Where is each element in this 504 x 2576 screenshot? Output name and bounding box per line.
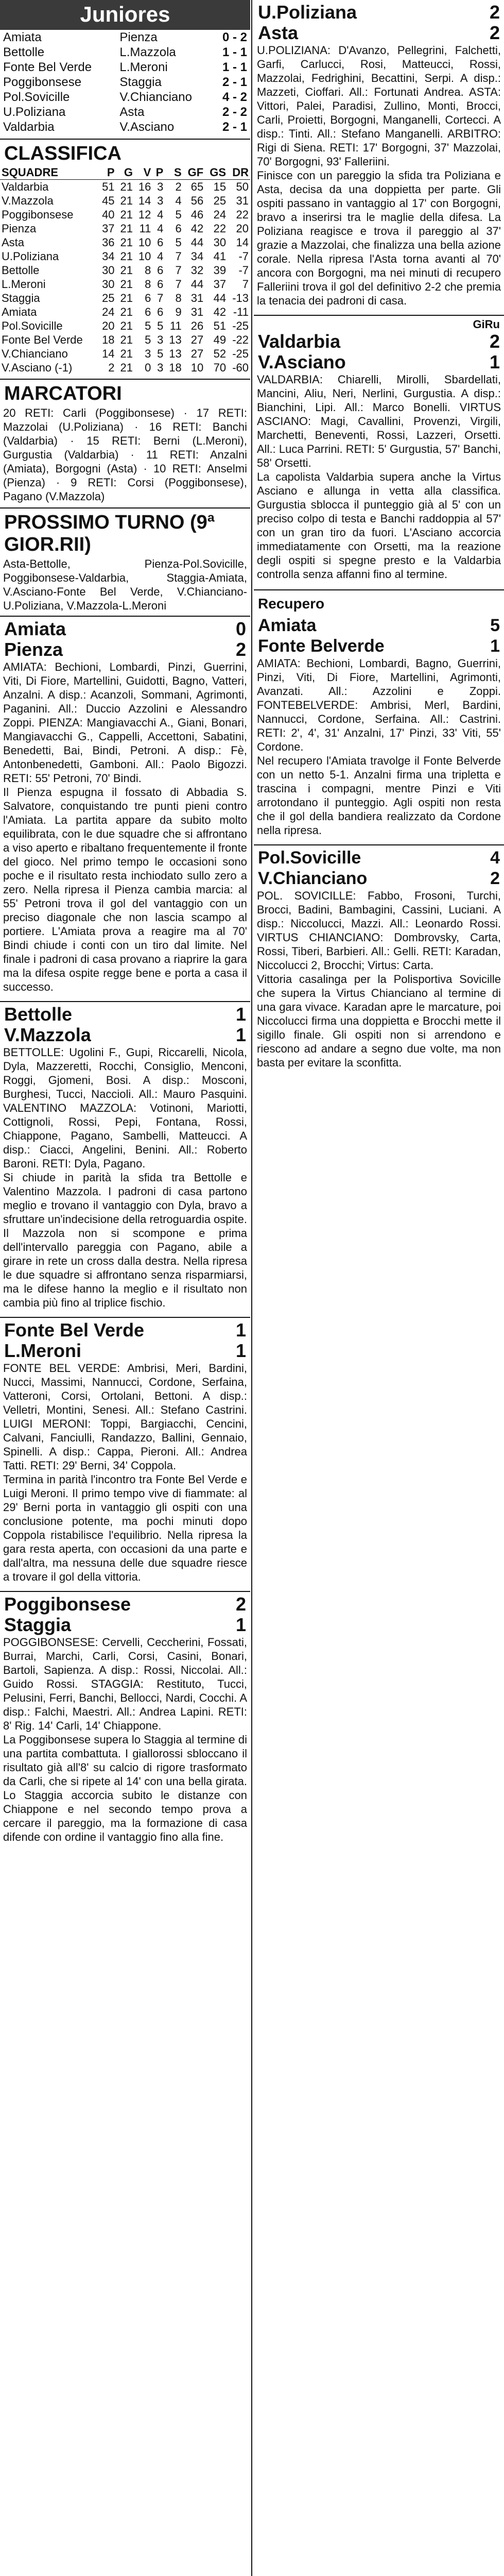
standings-cell: 21	[120, 236, 133, 249]
away-team: V.Chianciano	[258, 869, 368, 888]
result-row	[0, 45, 250, 60]
away-team: V.Mazzola	[4, 1024, 91, 1045]
standings-cell: 21	[120, 361, 133, 374]
result-away: L.Meroni	[119, 60, 168, 74]
match-header	[254, 636, 504, 656]
match-header	[0, 1025, 250, 1045]
standings-cell: 14	[236, 236, 249, 249]
standings-header: P	[98, 166, 116, 180]
standings-cell: 21	[120, 347, 133, 360]
result-home: Amiata	[3, 30, 42, 44]
result-away: V.Chianciano	[119, 90, 192, 104]
standings-cell: 32	[190, 264, 204, 277]
result-score: 1 - 1	[222, 60, 247, 74]
match-header	[254, 868, 504, 889]
standings-cell: 10	[138, 250, 151, 263]
standings-cell: 4	[157, 250, 164, 263]
match-report: Si chiude in parità la sfida tra Bettolle e Valentino Mazzola. I padroni di casa partono meglio e trovano il vantaggio con Dyla, bravo a sfruttare un'indecisione della retroguardia ospite. Il Mazzola non si scompone e prima dell'intervallo pareggia con Pagano, abile a girare in rete un cross dalla destra. Nella ripresa le due squadre si affrontano senza risparmiarsi, ma le difese hanno la meglio e il risultato non cambia più fino al triplice fischio.	[3, 1171, 247, 1309]
match-amiata-fontebelverde	[254, 613, 504, 841]
standings-cell: 18	[169, 361, 182, 374]
standings-cell: 16	[138, 180, 151, 193]
standings-cell: 37	[213, 278, 227, 291]
standings-cell: 51	[213, 319, 227, 332]
result-away: L.Mazzola	[119, 45, 176, 59]
recovery-title: Recupero	[254, 589, 504, 613]
standings-cell: 56	[190, 194, 204, 207]
match-amiata-pienza	[0, 616, 250, 998]
standings-cell: 10	[138, 236, 151, 249]
standings-cell: 8	[145, 264, 151, 277]
standings-cell: 30	[102, 264, 115, 277]
result-score: 4 - 2	[222, 90, 247, 104]
standings-row	[0, 333, 250, 347]
match-header	[0, 619, 250, 639]
standings-cell: 14	[138, 194, 151, 207]
home-score: 5	[490, 616, 500, 635]
result-score: 0 - 2	[222, 30, 247, 44]
standings-cell: 4	[157, 208, 164, 221]
standings-cell: 25	[102, 292, 115, 304]
standings-cell: 7	[242, 278, 249, 291]
match-report: La Poggibonsese supera lo Staggia al termine di una partita combattuta. I giallorossi sbloccano il risultato già all'8' su calcio di rigore trasformato da Carli, che si ripete al 14' con una bella girata. Lo Staggia accorcia subito le distanze con Chiappone e nel secondo tempo prova a cercare il pareggio, ma la formazione di casa difende con ordine il vantaggio fino alla fine.	[3, 1733, 247, 1843]
juniores-title: Juniores	[0, 0, 250, 30]
match-header	[254, 352, 504, 372]
standings-cell: 21	[120, 222, 133, 235]
standings-cell: 41	[213, 250, 227, 263]
standings-cell: Pol.Sovicille	[2, 319, 63, 332]
standings-row	[0, 235, 250, 249]
standings-cell: 6	[145, 292, 151, 304]
standings-row	[0, 277, 250, 291]
home-score: 2	[489, 2, 500, 23]
result-away: V.Asciano	[119, 120, 175, 134]
standings-cell: 34	[190, 250, 204, 263]
standings-cell: 65	[190, 180, 204, 193]
standings-cell: 7	[157, 292, 164, 304]
home-score: 2	[235, 1594, 246, 1615]
home-score: 1	[235, 1004, 246, 1025]
home-team: Fonte Bel Verde	[4, 1319, 145, 1341]
standings-cell: 0	[145, 361, 151, 374]
next-round-title: PROSSIMO TURNO (9ª GIOR.RII)	[0, 507, 250, 557]
result-row	[0, 75, 250, 90]
standings-cell: 7	[175, 250, 182, 263]
standings-cell: 6	[157, 278, 164, 291]
standings-row	[0, 347, 250, 361]
standings-cell: 31	[190, 306, 204, 318]
standings-header: GS	[205, 166, 228, 180]
match-report: Vittoria casalinga per la Polisportiva Sovicille che supera la Virtus Chianciano al termine di una gara vivace. Karadan apre le marcature, poi Niccolucci firma una doppietta e Brocchi mette il sigillo finale. Gli ospiti non si arrendono e riescono ad andare a segno due volte, ma non basta per evitare la sconfitta.	[257, 973, 501, 1069]
standings-cell: 50	[236, 180, 249, 193]
match-report: Termina in parità l'incontro tra Fonte Bel Verde e Luigi Meroni. Il primo tempo vive di fiammate: al 29' Berni porta in vantaggio gli ospiti con una conclusione potente, ma pochi minuti dopo Coppola ristabilisce l'equilibrio. Nella ripresa la gara resta aperta, con occasioni da una parte e dall'altra, ma nessuna delle due squadre riesce a trovare il gol della vittoria.	[3, 1473, 247, 1583]
standings-header: P	[152, 166, 165, 180]
away-score: 1	[235, 1024, 246, 1045]
standings-cell: 22	[213, 222, 227, 235]
standings-cell: 21	[120, 278, 133, 291]
standings-cell: 42	[190, 222, 204, 235]
standings-cell: 6	[157, 236, 164, 249]
standings-cell: 11	[169, 319, 182, 332]
standings-cell: 31	[190, 292, 204, 304]
standings-cell: 3	[157, 333, 164, 346]
standings-cell: 5	[145, 319, 151, 332]
standings-row	[0, 249, 250, 263]
standings-row	[0, 361, 250, 375]
standings-cell: 21	[120, 264, 133, 277]
match-header	[254, 2, 504, 23]
standings-cell: 34	[102, 250, 115, 263]
match-poliziana-asta	[254, 0, 504, 312]
standings-row	[0, 194, 250, 208]
standings-cell: -25	[232, 319, 249, 332]
home-team: Poggibonsese	[4, 1594, 131, 1615]
standings-cell: -22	[232, 333, 249, 346]
standings-row	[0, 222, 250, 235]
result-home: Pol.Sovicille	[3, 90, 70, 104]
standings-header: SQUADRE	[0, 166, 98, 180]
standings-cell: 21	[120, 250, 133, 263]
standings-cell: Staggia	[2, 292, 40, 304]
standings-cell: 7	[175, 264, 182, 277]
match-header	[254, 848, 504, 868]
standings-cell: 6	[157, 306, 164, 318]
standings-cell: 2	[175, 180, 182, 193]
result-away: Pienza	[119, 30, 158, 44]
match-header	[254, 331, 504, 352]
standings-cell: -13	[232, 292, 249, 304]
standings-cell: 40	[102, 208, 115, 221]
standings-cell: U.Poliziana	[2, 250, 59, 263]
match-header	[0, 1004, 250, 1025]
standings-cell: 49	[213, 333, 227, 346]
result-score: 2 - 1	[222, 75, 247, 89]
standings-row	[0, 305, 250, 319]
standings-cell: 24	[213, 208, 227, 221]
standings-cell: 44	[213, 292, 227, 304]
standings-cell: 8	[145, 278, 151, 291]
standings-cell: 4	[175, 194, 182, 207]
standings-cell: 45	[102, 194, 115, 207]
standings-cell: 46	[190, 208, 204, 221]
standings-cell: 21	[120, 333, 133, 346]
result-row	[0, 90, 250, 105]
match-header	[0, 639, 250, 660]
match-sovicille-chianciano	[254, 844, 504, 1074]
standings-cell: V.Mazzola	[2, 194, 54, 207]
away-team: V.Asciano	[258, 351, 346, 372]
scorers-text: 20 RETI: Carli (Poggibonsese) · 17 RETI: Mazzolai (U.Poliziana) · 16 RETI: Banchi (Valdarbia) · 15 RETI: Berni (L.Meroni), Gurgustia (Valdarbia) · 11 RETI: Anzalni (Amiata), Borgogni (Asta) · 10 RETI: Anselmi (Pienza) · 9 RETI: Corsi (Poggibonsese), Pagano (V.Mazzola)	[3, 406, 247, 503]
match-report: La capolista Valdarbia supera anche la Virtus Asciano e allunga in vetta alla classifica. Gurgustia sblocca il punteggio già al 5' con un preciso colpo di testa e Banchi raddoppia al 57' con un gran tiro da fuori. L'Asciano accorcia immediatamente con Orsetti, ma la reazione degli ospiti si spegne presto e la Valdarbia controlla senza affanni fino al termine.	[257, 470, 501, 581]
right-column	[254, 0, 504, 2576]
standings-row	[0, 208, 250, 222]
lineups: POL. SOVICILLE: Fabbo, Frosoni, Turchi, Brocci, Badini, Bambagini, Cassini, Luciani. A disp.: Niccolucci, Mazzi. All.: Leonardo Rossi. VIRTUS CHIANCIANO: Dombrovsky, Carta, Rossi, Tiberi, Barbieri. All.: Gelli. RETI: Karadan, Niccolucci 2, Brocchi; Virtus: Carta.	[257, 889, 501, 972]
result-home: Bettolle	[3, 45, 45, 59]
standings-cell: 3	[157, 361, 164, 374]
standings-cell: 5	[175, 208, 182, 221]
home-team: Amiata	[258, 616, 317, 635]
standings-cell: Fonte Bel Verde	[2, 333, 83, 346]
home-score: 4	[490, 848, 500, 868]
away-score: 1	[489, 351, 500, 372]
standings-cell: -11	[233, 306, 249, 318]
home-team: Bettolle	[4, 1004, 73, 1025]
standings-cell: V.Chianciano	[2, 347, 68, 360]
standings-cell: 37	[102, 222, 115, 235]
result-home: U.Poliziana	[3, 105, 66, 119]
match-report: Nel recupero l'Amiata travolge il Fonte Belverde con un netto 5-1. Anzalni firma una tripletta e trascina i compagni, mentre Pinzi e Viti arrotondano il punteggio. Agli ospiti non resta che il gol della bandiera realizzato da Cordone nella ripresa.	[257, 754, 501, 837]
lineups: VALDARBIA: Chiarelli, Mirolli, Sbardellati, Mancini, Aliu, Neri, Nerlini, Gurgustia. A disp.: Bianchini, Lipi. All.: Marco Bonelli. VIRTUS ASCIANO: Magi, Cavallini, Provenzi, Virgili, Marchetti, Beneventi, Rossi, Lazzeri, Orsetti. All.: Luca Parrini. RETI: 5' Gurgustia, 57' Banchi, 58' Orsetti.	[257, 373, 501, 469]
standings-cell: 2	[108, 361, 115, 374]
away-score: 2	[235, 639, 246, 660]
standings-cell: -7	[238, 250, 249, 263]
result-home: Fonte Bel Verde	[3, 60, 92, 74]
standings-cell: 51	[102, 180, 115, 193]
standings-cell: 12	[138, 208, 151, 221]
away-score: 1	[490, 636, 500, 656]
column-divider	[251, 0, 252, 2576]
standings-cell: Valdarbia	[2, 180, 49, 193]
standings-cell: 20	[102, 319, 115, 332]
away-team: L.Meroni	[4, 1340, 81, 1361]
match-bettolle-mazzola	[0, 1001, 250, 1314]
result-row	[0, 60, 250, 75]
standings-cell: 3	[145, 347, 151, 360]
match-header	[254, 615, 504, 636]
standings-cell: 42	[213, 306, 227, 318]
standings-cell: 39	[213, 264, 227, 277]
standings-cell: 13	[169, 347, 182, 360]
standings-cell: 70	[213, 361, 227, 374]
away-score: 1	[235, 1340, 246, 1361]
author-byline: GiRu	[473, 318, 500, 331]
standings-header: DR	[228, 166, 250, 180]
scorers-title: MARCATORI	[0, 379, 250, 406]
lineups: BETTOLLE: Ugolini F., Gupi, Riccarelli, Nicola, Dyla, Mazzeretti, Rocchi, Consiglio, Menconi, Roggi, Gjomeni, Bosi. A disp.: Mosconi, Burghesi, Tucci, Naccioli. All.: Mauro Pasquini. VALENTINO MAZZOLA: Votinoni, Mariotti, Cottignoli, Rossi, Pepi, Fontana, Rossi, Chiappone, Pagano, Sambelli, Matteucci. A disp.: Ciacci, Angelini, Benini. All.: Roberto Baroni. RETI: Dyla, Pagano.	[3, 1046, 247, 1170]
standings-cell: 6	[145, 306, 151, 318]
standings-row	[0, 263, 250, 277]
result-home: Poggibonsese	[3, 75, 82, 89]
standings-cell: V.Asciano (-1)	[2, 361, 73, 374]
match-header	[254, 23, 504, 43]
lineups: U.POLIZIANA: D'Avanzo, Pellegrini, Falchetti, Garfi, Carlucci, Rosi, Matteucci, Rossi, Mazzolai, Fedrighini, Becattini, Serpi. A disp.: Mazzeti, Cioffari. All.: Fortunati Andrea. ASTA: Vittori, Palei, Paradisi, Zullino, Monti, Brocci, Carli, Proietti, Borgogni, Manganelli, Cortecci. A disp.: Tinti. All.: Stefano Manganelli. ARBITRO: Rigi di Siena. RETI: 17' Borgogni, 37' Mazzolai, 70' Borgogni, 93' Falleriini.	[257, 44, 501, 168]
standings-cell: 21	[120, 306, 133, 318]
standings-cell: 36	[102, 236, 115, 249]
standings-cell: Bettolle	[2, 264, 40, 277]
standings-cell: 11	[139, 222, 151, 235]
lineups: POGGIBONSESE: Cervelli, Ceccherini, Fossati, Burrai, Marchi, Carli, Corsi, Casini, Bonari, Bartoli, Sapienza. A disp.: Rossi, Niccolai. All.: Guido Rossi. STAGGIA: Restituto, Tucci, Pelusini, Ferri, Banchi, Bellocci, Nardi, Cocchi. A disp.: Falchi, Maestri. All.: Andrea Lapini. RETI: 8' Rig. 14' Carli, 14' Chiappone.	[3, 1636, 247, 1732]
result-score: 1 - 1	[222, 45, 247, 59]
result-score: 2 - 1	[222, 120, 247, 134]
next-round-text: Asta-Bettolle, Pienza-Pol.Sovicille, Poggibonsese-Valdarbia, Staggia-Amiata, V.Asciano-Fonte Bel Verde, V.Chianciano-U.Poliziana, V.Mazzola-L.Meroni	[3, 557, 247, 612]
away-score: 1	[235, 1614, 246, 1635]
standings-cell: 31	[236, 194, 249, 207]
standings-cell: 5	[145, 333, 151, 346]
standings-cell: 52	[213, 347, 227, 360]
result-away: Asta	[119, 105, 145, 119]
result-home: Valdarbia	[3, 120, 55, 134]
result-row	[0, 120, 250, 134]
lineups: AMIATA: Bechioni, Lombardi, Pinzi, Guerrini, Viti, Di Fiore, Martellini, Guidotti, Bagno, Vatteri, Anzalni. A disp.: Acanzoli, Sommani, Agrimonti, Paganini. All.: Duccio Azzolini e Alessandro Zoppi. PIENZA: Mangiavacchi A., Giani, Bonari, Mangiavacchi G., Cappelli, Accettoni, Sabatini, Benedetti, Bai, Bindi, Petroni. A disp.: Fè, Antonbenedetti, Gamboni. All.: Paolo Bigozzi. RETI: 55' Petroni, 70' Bindi.	[3, 660, 247, 785]
away-team: Pienza	[4, 639, 63, 660]
standings-cell: Amiata	[2, 306, 37, 318]
standings-header: V	[134, 166, 152, 180]
standings-cell: -25	[232, 347, 249, 360]
standings-cell: 7	[175, 278, 182, 291]
standings-cell: 21	[120, 180, 133, 193]
standings-cell: -60	[232, 361, 249, 374]
standings-cell: 25	[213, 194, 227, 207]
standings-cell: 6	[175, 222, 182, 235]
standings-cell: 3	[157, 180, 164, 193]
standings-cell: Asta	[2, 236, 25, 249]
standings-header: S	[165, 166, 183, 180]
standings-cell: 24	[102, 306, 115, 318]
standings-cell: 3	[157, 194, 164, 207]
standings-table	[0, 166, 250, 375]
standings-cell: 13	[169, 333, 182, 346]
standings-cell: 22	[236, 208, 249, 221]
match-header	[0, 1594, 250, 1615]
standings-cell: 5	[157, 347, 164, 360]
away-score: 2	[490, 869, 500, 888]
standings-cell: Poggibonsese	[2, 208, 74, 221]
standings-cell: -7	[238, 264, 249, 277]
left-column	[0, 0, 250, 2576]
standings-cell: 27	[190, 333, 204, 346]
standings-cell: 44	[190, 236, 204, 249]
standings-cell: Pienza	[2, 222, 37, 235]
standings-row	[0, 180, 250, 194]
result-row	[0, 30, 250, 45]
standings-cell: 5	[157, 319, 164, 332]
standings-cell: L.Meroni	[2, 278, 46, 291]
match-header	[0, 1341, 250, 1361]
standings-cell: 21	[120, 194, 133, 207]
match-report: Il Pienza espugna il fossato di Abbadia S. Salvatore, conquistando tre punti pieni contro l'Amiata. La partita appare da subito molto equilibrata, con le due squadre che si affrontano a viso aperto e ribaltano frequentemente il fronte del gioco. Nel primo tempo le occasioni sono poche e il risultato resta inchiodato sullo zero a zero. Nella ripresa il Pienza cambia marcia: al 55' Petroni trova il gol del vantaggio con un preciso diagonale che non lascia scampo al portiere. L'Amiata prova a reagire ma al 70' Bindi chiude i conti con un tiro dal limite. Nel finale i padroni di casa provano a riaprire la gara ma la difesa ospite regge bene e porta a casa il successo.	[3, 786, 247, 993]
away-team: Staggia	[4, 1614, 72, 1635]
home-team: Valdarbia	[258, 331, 341, 352]
home-team: Amiata	[4, 618, 66, 639]
standings-row	[0, 319, 250, 333]
home-score: 2	[489, 331, 500, 352]
standings-cell: 4	[157, 222, 164, 235]
away-score: 2	[489, 22, 500, 43]
standings-cell: 21	[120, 319, 133, 332]
standings-title: CLASSIFICA	[0, 139, 250, 166]
match-fontebelverde-meroni	[0, 1317, 250, 1588]
standings-header: GF	[183, 166, 205, 180]
standings-header: G	[116, 166, 134, 180]
home-score: 1	[235, 1319, 246, 1341]
standings-cell: 20	[236, 222, 249, 235]
results-table	[0, 30, 250, 134]
away-team: Asta	[258, 22, 299, 43]
standings-cell: 8	[175, 292, 182, 304]
match-header	[0, 1615, 250, 1635]
standings-cell: 21	[120, 208, 133, 221]
standings-cell: 27	[190, 347, 204, 360]
home-team: Pol.Sovicille	[258, 848, 361, 868]
standings-cell: 18	[102, 333, 115, 346]
standings-cell: 44	[190, 278, 204, 291]
result-away: Staggia	[119, 75, 162, 89]
standings-row	[0, 291, 250, 305]
match-valdarbia-asciano	[254, 315, 504, 585]
lineups: FONTE BEL VERDE: Ambrisi, Meri, Bardini, Nucci, Massimi, Nannucci, Cordone, Serfaina, Vatteroni, Corsi, Ortolani, Bettoni. A disp.: Velletri, Montini, Senesi. All.: Stefano Castrini. LUIGI MERONI: Toppi, Bargiacchi, Cencini, Calvani, Fanciulli, Randazzo, Ballini, Gennaio, Spinelli. A disp.: Cappa, Pieroni. All.: Andrea Tatti. RETI: 29' Berni, 34' Coppola.	[3, 1362, 247, 1472]
standings-cell: 10	[190, 361, 204, 374]
match-report: Finisce con un pareggio la sfida tra Poliziana e Asta, decisa da una doppietta per parte. Gli ospiti passano in vantaggio al 17' con Borgogni, bravo a inserirsi tra le maglie della difesa. La Poliziana reagisce e trova il pareggio al 37' grazie a Mazzolai, che finalizza una bella azione corale. Nella ripresa l'Asta torna avanti al 70' ancora con Borgogni, ma nei minuti di recupero Falleriini trova il gol del definitivo 2-2 che premia la tenacia dei padroni di casa.	[257, 169, 501, 307]
standings-cell: 26	[190, 319, 204, 332]
result-row	[0, 105, 250, 120]
home-score: 0	[235, 618, 246, 639]
standings-cell: 5	[175, 236, 182, 249]
away-team: Fonte Belverde	[258, 636, 385, 656]
standings-cell: 15	[213, 180, 227, 193]
standings-cell: 21	[120, 292, 133, 304]
standings-cell: 9	[175, 306, 182, 318]
match-poggibonsese-staggia	[0, 1591, 250, 1848]
standings-cell: 14	[102, 347, 115, 360]
lineups: AMIATA: Bechioni, Lombardi, Bagno, Guerrini, Pinzi, Viti, Di Fiore, Martellini, Agrimonti, Avanzati. All.: Azzolini e Zoppi. FONTEBELVERDE: Ambrisi, Merl, Bardini, Nannucci, Cordone, Serfaina. All.: Castrini. RETI: 2', 4', 31' Anzalni, 17' Pinzi, 33' Viti, 55' Cordone.	[257, 657, 501, 753]
standings-cell: 30	[102, 278, 115, 291]
home-team: U.Poliziana	[258, 2, 357, 23]
result-score: 2 - 2	[222, 105, 247, 119]
match-header	[0, 1320, 250, 1341]
standings-cell: 6	[157, 264, 164, 277]
standings-cell: 30	[213, 236, 227, 249]
